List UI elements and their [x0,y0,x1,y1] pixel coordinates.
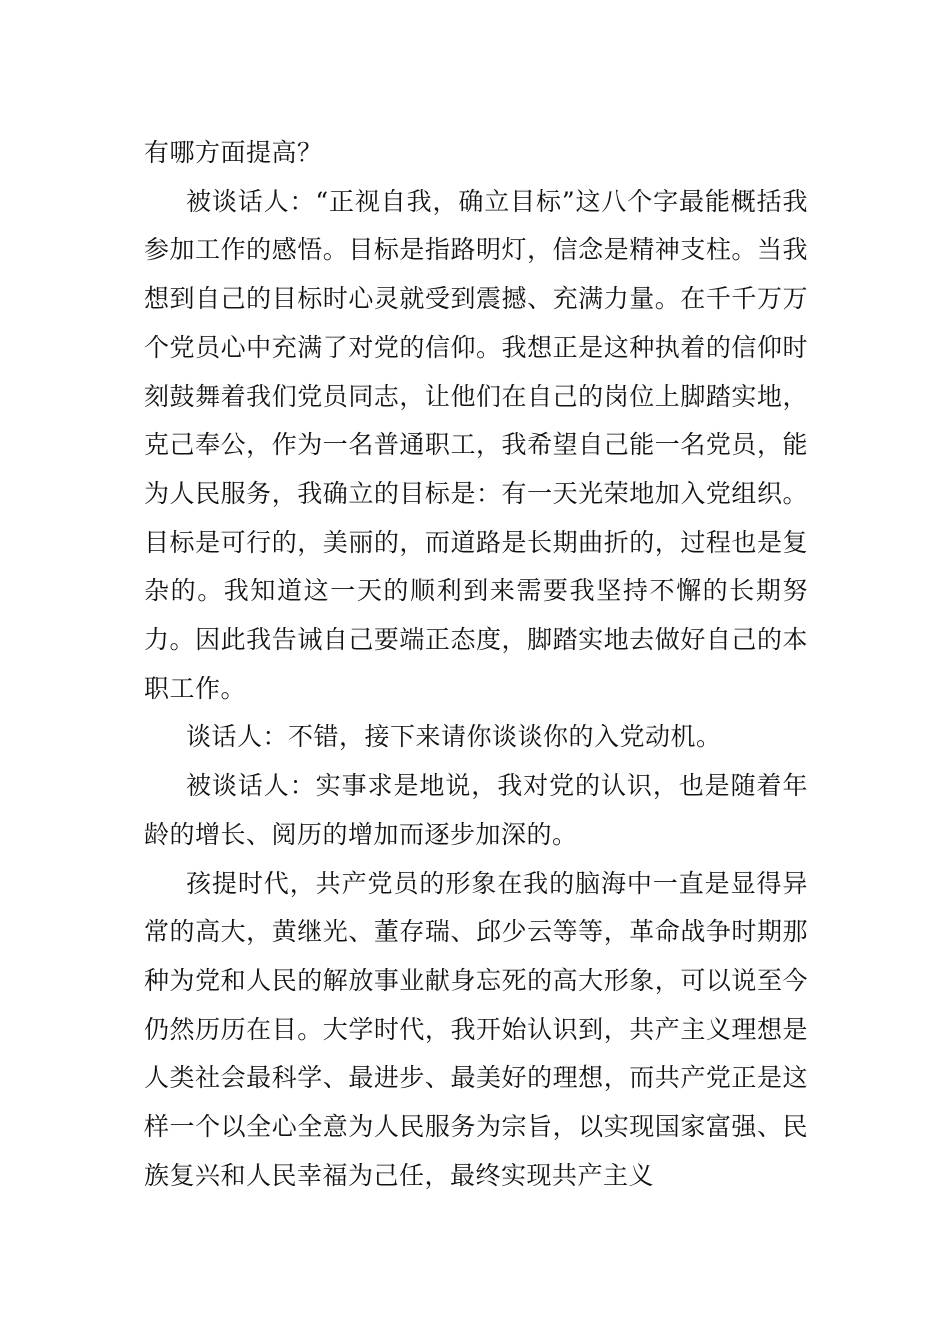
paragraph-interviewee-understanding: 被谈话人：实事求是地说，我对党的认识，也是随着年龄的增长、阅历的增加而逐步加深的。 [144,771,808,849]
paragraph-interviewer-question: 谈话人：不错，接下来请你谈谈你的入党动机。 [186,722,722,752]
paragraph-interviewee-goals: 被谈话人：“正视自我，确立目标”这八个字最能概括我参加工作的感悟。目标是指路明灯，信念是精神支柱。当我想到自己的目标时心灵就受到震撼、充满力量。在千千万万个党员心中充满了对党的信仰。我想正是这种执着的信仰时刻鼓舞着我们党员同志，让他们在自己的岗位上脚踏实地，克己奉公，作为一名普通职工，我希望自己能一名党员，能为人民服务，我确立的目标是：有一天光荣地加入党组织。目标是可行的，美丽的，而道路是长期曲折的，过程也是复杂的。我知道这一天的顺利到来需要我坚持不懈的长期努力。因此我告诫自己要端正态度，脚踏实地去做好自己的本职工作。 [144,186,808,703]
paragraph-continuation: 有哪方面提高？ [144,138,323,167]
paragraph-childhood-memories: 孩提时代，共产党员的形象在我的脑海中一直是显得异常的高大，黄继光、董存瑞、邱少云等等，革命战争时期那种为党和人民的解放事业献身忘死的高大形象，可以说至今仍然历历在目。大学时代，我开始认识到，共产主义理想是人类社会最科学、最进步、最美好的理想，而共产党正是这样一个以全心全意为人民服务为宗旨，以实现国家富强、民族复兴和人民幸福为己任，最终实现共产主义 [144,868,808,1190]
document-body [144,129,808,1200]
